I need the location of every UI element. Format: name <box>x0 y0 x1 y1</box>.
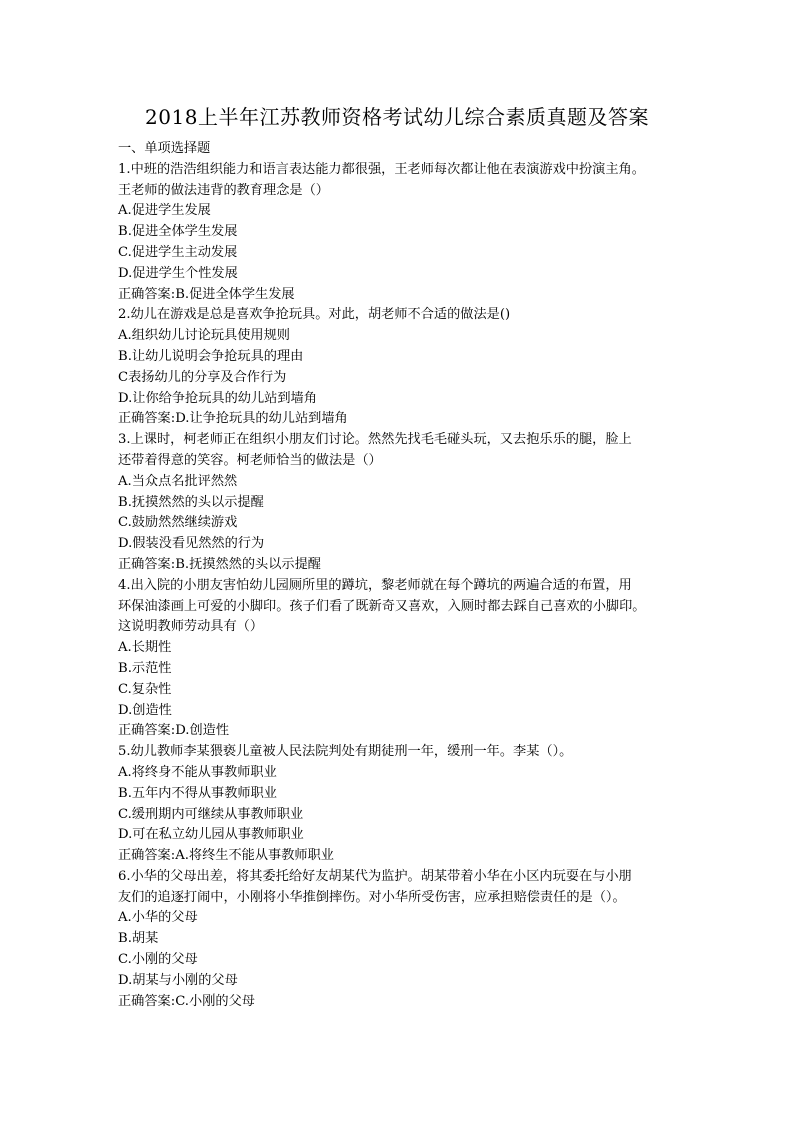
correct-answer: 正确答案:D.创造性 <box>118 723 230 739</box>
correct-answer: 正确答案:A.将终生不能从事教师职业 <box>118 848 334 864</box>
question-stem-line: 友们的追逐打闹中，小刚将小华推倒摔伤。对小华所受伤害，应承担赔偿责任的是（）。 <box>118 889 626 905</box>
question-stem-line: 4.出入院的小朋友害怕幼儿园厕所里的蹲坑，黎老师就在每个蹲坑的两遍合适的布置，用 <box>118 577 632 593</box>
option-c: C.小刚的父母 <box>118 952 198 968</box>
option-a: A.当众点名批评然然 <box>118 473 238 489</box>
document-body <box>118 139 678 1012</box>
option-c: C表扬幼儿的分享及合作行为 <box>118 369 287 385</box>
question-stem-line: 1.中班的浩浩组织能力和语言表达能力都很强，王老师每次都让他在表演游戏中扮演主角。 <box>118 161 645 177</box>
option-b: B.让幼儿说明会争抢玩具的理由 <box>118 348 304 364</box>
option-a: A.将终身不能从事教师职业 <box>118 764 277 780</box>
correct-answer: 正确答案:B.抚摸然然的头以示提醒 <box>118 556 321 572</box>
question-6 <box>118 867 678 1013</box>
option-d: D.创造性 <box>118 702 172 718</box>
option-c: C.鼓励然然继续游戏 <box>118 515 238 531</box>
option-d: D.可在私立幼儿园从事教师职业 <box>118 827 304 843</box>
question-3 <box>118 430 678 576</box>
correct-answer: 正确答案:B.促进全体学生发展 <box>118 286 295 302</box>
option-c: C.缓刑期内可继续从事教师职业 <box>118 806 304 822</box>
option-b: B.示范性 <box>118 660 172 676</box>
option-d: D.胡某与小刚的父母 <box>118 972 238 988</box>
correct-answer: 正确答案:D.让争抢玩具的幼儿站到墙角 <box>118 411 348 427</box>
option-c: C.复杂性 <box>118 681 172 697</box>
question-stem-line: 这说明教师劳动具有（） <box>118 619 264 635</box>
option-b: B.抚摸然然的头以示提醒 <box>118 494 264 510</box>
question-4 <box>118 576 678 742</box>
question-1 <box>118 160 678 306</box>
option-b: B.五年内不得从事教师职业 <box>118 785 277 801</box>
question-stem-line: 2.幼儿在游戏是总是喜欢争抢玩具。对此，胡老师不合适的做法是() <box>118 307 511 323</box>
option-d: D.促进学生个性发展 <box>118 265 238 281</box>
option-b: B.促进全体学生发展 <box>118 224 238 240</box>
section-heading: 一、单项选择题 <box>118 141 211 156</box>
question-stem-line: 王老师的做法违背的教育理念是（） <box>118 182 329 198</box>
option-a: A.小华的父母 <box>118 910 198 926</box>
question-5 <box>118 742 678 867</box>
correct-answer: 正确答案:C.小刚的父母 <box>118 993 255 1009</box>
option-b: B.胡某 <box>118 931 159 947</box>
question-stem-line: 6.小华的父母出差，将其委托给好友胡某代为监护。胡某带着小华在小区内玩耍在与小朋 <box>118 868 632 884</box>
question-stem-line: 3.上课时，柯老师正在组织小朋友们讨论。然然先找毛毛碰头玩，又去抱乐乐的腿，脸上 <box>118 432 632 448</box>
option-a: A.促进学生发展 <box>118 203 211 219</box>
document-title: 2018上半年江苏教师资格考试幼儿综合素质真题及答案 <box>145 105 649 129</box>
question-2 <box>118 305 678 430</box>
option-c: C.促进学生主动发展 <box>118 244 238 260</box>
option-d: D.假装没看见然然的行为 <box>118 536 265 552</box>
option-a: A.组织幼儿讨论玩具使用规则 <box>118 328 290 344</box>
question-stem-line: 环保油漆画上可爱的小脚印。孩子们看了既新奇又喜欢，入厕时都去踩自己喜欢的小脚印。 <box>118 598 646 614</box>
question-stem-line: 还带着得意的笑容。柯老师恰当的做法是（） <box>118 452 382 468</box>
question-stem-line: 5.幼儿教师李某猥亵儿童被人民法院判处有期徒刑一年，缓刑一年。李某（）。 <box>118 744 573 760</box>
option-a: A.长期性 <box>118 640 172 656</box>
option-d: D.让你给争抢玩具的幼儿站到墙角 <box>118 390 317 406</box>
